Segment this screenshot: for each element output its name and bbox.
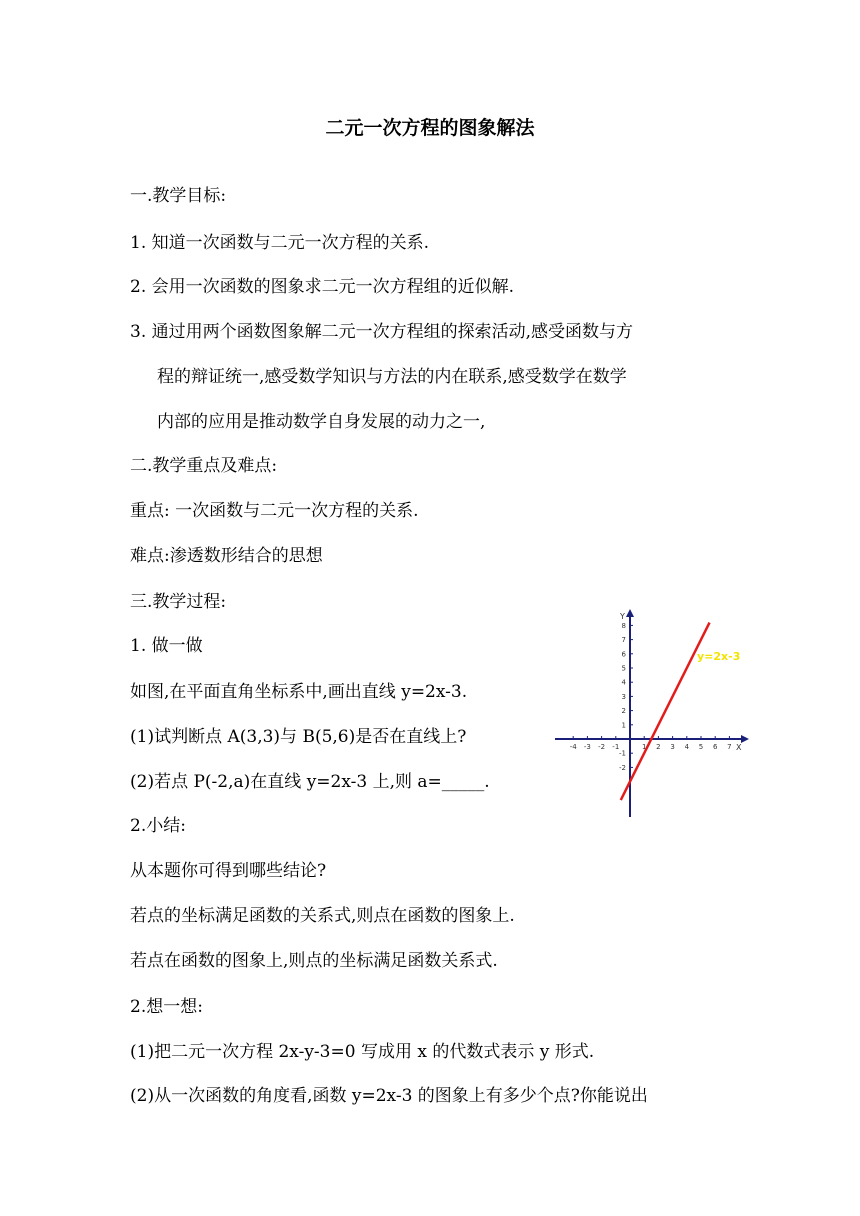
y-tick-label: -2 [619, 763, 626, 772]
x-tick-label: 1 [641, 743, 647, 751]
summary-conclusion-1: 若点的坐标满足函数的关系式,则点在函数的图象上. [130, 906, 515, 926]
function-label: y=2x-3 [697, 650, 741, 663]
y-tick-label: 6 [621, 650, 626, 659]
section-heading-key-points: 二.教学重点及难点: [130, 456, 278, 476]
axes [555, 609, 749, 817]
section-heading-objectives: 一.教学目标: [130, 186, 227, 206]
summary-question: 从本题你可得到哪些结论? [130, 861, 327, 881]
x-axis-arrow [741, 735, 749, 743]
x-tick-label: 6 [712, 743, 718, 751]
think-question-2: (2)从一次函数的角度看,函数 y=2x-3 的图象上有多少个点?你能说出 [130, 1086, 648, 1106]
step-do-it: 1. 做一做 [130, 636, 203, 656]
think-heading: 2.想一想: [130, 997, 203, 1017]
think-question-1: (1)把二元一次方程 2x-y-3=0 写成用 x 的代数式表示 y 形式. [130, 1042, 595, 1062]
x-tick-label: -3 [583, 743, 591, 751]
x-tick-label: 3 [670, 743, 675, 751]
page-title: 二元一次方程的图象解法 [325, 117, 535, 139]
y-tick-label: 8 [621, 621, 626, 630]
key-point-text: 重点: 一次函数与二元一次方程的关系. [130, 501, 419, 521]
summary-heading: 2.小结: [130, 816, 186, 836]
y-axis-arrow [626, 609, 634, 617]
x-tick-label: -2 [598, 743, 606, 751]
objective-item-3: 3. 通过用两个函数图象解二元一次方程组的探索活动,感受函数与方 [130, 322, 634, 342]
coordinate-graph [553, 605, 753, 820]
tick-labels [570, 622, 732, 772]
y-tick-label: 5 [621, 664, 626, 673]
y-tick-label: 7 [621, 636, 626, 645]
x-tick-label: -1 [612, 743, 620, 751]
objective-item-1: 1. 知道一次函数与二元一次方程的关系. [130, 233, 430, 253]
x-tick-label: 5 [698, 743, 704, 751]
x-tick-label: 2 [656, 743, 661, 751]
y-tick-label: 4 [621, 678, 626, 687]
exercise-question-1: (1)试判断点 A(3,3)与 B(5,6)是否在直线上? [130, 727, 467, 747]
section-heading-process: 三.教学过程: [130, 592, 227, 612]
tick-marks [573, 625, 732, 767]
summary-conclusion-2: 若点在函数的图象上,则点的坐标满足函数关系式. [130, 951, 498, 971]
y-tick-label: 3 [621, 692, 626, 701]
y-tick-label: -1 [619, 749, 626, 758]
y-tick-label: 2 [621, 707, 626, 716]
exercise-question-2: (2)若点 P(-2,a)在直线 y=2x-3 上,则 a=_____. [130, 772, 490, 792]
x-tick-label: -4 [569, 743, 577, 751]
x-tick-label: 4 [684, 743, 690, 751]
objective-item-3-cont-2: 内部的应用是推动数学自身发展的动力之一, [157, 412, 486, 432]
y-axis-label: Y [620, 612, 625, 621]
x-tick-label: 7 [727, 743, 732, 751]
objective-item-2: 2. 会用一次函数的图象求二元一次方程组的近似解. [130, 277, 515, 297]
difficulty-text: 难点:渗透数形结合的思想 [130, 546, 323, 566]
exercise-intro: 如图,在平面直角坐标系中,画出直线 y=2x-3. [130, 682, 468, 702]
x-axis-label: X [736, 743, 742, 752]
objective-item-3-cont-1: 程的辩证统一,感受数学知识与方法的内在联系,感受数学在数学 [157, 367, 627, 387]
y-tick-label: 1 [621, 721, 626, 730]
